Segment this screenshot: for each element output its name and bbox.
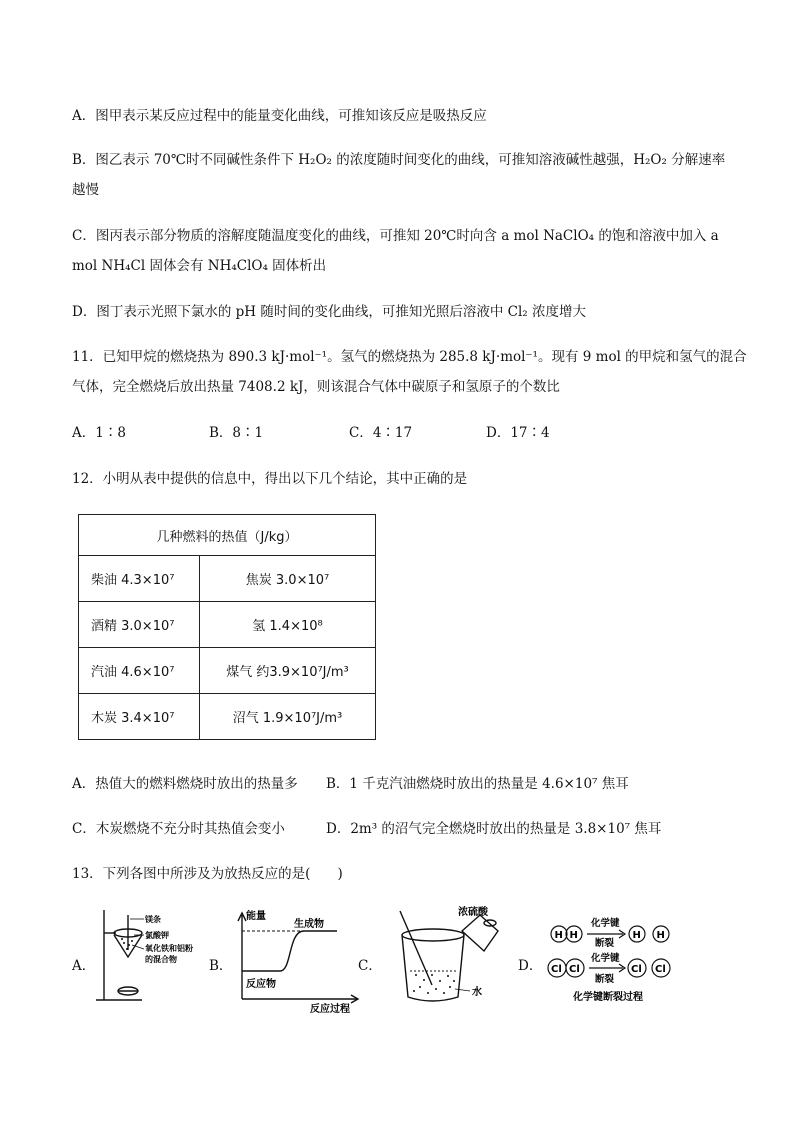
table-cell: 木炭 3.4×10⁷ xyxy=(79,694,200,740)
acid-dilution-figure xyxy=(380,905,510,1010)
q11-stem-line1: 11．已知甲烷的燃烧热为 890.3 kJ·mol⁻¹。氢气的燃烧热为 285.8 kJ·mol⁻¹。现有 9 mol 的甲烷和氢气的混合 xyxy=(72,349,747,365)
table-cell: 煤气 约3.9×10⁷J/m³ xyxy=(200,648,376,694)
q10-option-d: D．图丁表示光照下氯水的 pH 随时间的变化曲线，可推知光照后溶液中 Cl₂ 浓度增大 xyxy=(72,304,586,320)
fig-b-reactant-label: 反应物 xyxy=(246,979,276,990)
q12-option-a: A．热值大的燃料燃烧时放出的热量多 xyxy=(72,776,298,792)
fig-d-h-atom: H xyxy=(569,930,578,941)
q12-option-b: B．1 千克汽油燃烧时放出的热量是 4.6×10⁷ 焦耳 xyxy=(326,776,629,792)
fig-a-label-mixture2: 的混合物 xyxy=(145,955,177,964)
fig-d-caption: 化学键断裂过程 xyxy=(573,992,643,1003)
fuel-heat-value-table xyxy=(78,514,376,740)
fig-d-cl-atom: Cl xyxy=(655,964,666,975)
fig-d-arrow2-bottom: 断裂 xyxy=(595,974,615,985)
q10-option-b-line1: B．图乙表示 70℃时不同碱性条件下 H₂O₂ 的浓度随时间变化的曲线，可推知溶液碱性越强，H₂O₂ 分解速率 xyxy=(72,152,726,168)
q11-option-c: C．4∶17 xyxy=(349,425,413,441)
energy-diagram-figure xyxy=(232,905,362,1015)
fig-d-cl-atom: Cl xyxy=(569,964,580,975)
fig-d-cl-atom: Cl xyxy=(551,964,562,975)
table-cell: 酒精 3.0×10⁷ xyxy=(79,602,200,648)
table-cell: 氢 1.4×10⁸ xyxy=(200,602,376,648)
q11-stem-line2: 气体，完全燃烧后放出热量 7408.2 kJ，则该混合气体中碳原子和氢原子的个数比 xyxy=(72,379,560,395)
q13-label-c: C． xyxy=(358,958,382,974)
fig-b-product-label: 生成物 xyxy=(294,919,324,930)
q10-option-c-line2: mol NH₄Cl 固体会有 NH₄ClO₄ 固体析出 xyxy=(72,258,327,274)
fig-d-cl-atom: Cl xyxy=(631,964,642,975)
table-header-row xyxy=(79,515,376,556)
q13-label-d: D． xyxy=(518,958,543,974)
table-row xyxy=(79,602,376,648)
table-row xyxy=(79,648,376,694)
q12-option-c: C．木炭燃烧不充分时其热值会变小 xyxy=(72,821,285,837)
table-cell: 汽油 4.6×10⁷ xyxy=(79,648,200,694)
q10-option-c-line1: C．图丙表示部分物质的溶解度随温度变化的曲线，可推知 20℃时向含 a mol NaClO₄ 的饱和溶液中加入 a xyxy=(72,228,719,244)
fig-d-arrow1-bottom: 断裂 xyxy=(595,938,615,949)
q13-label-b: B． xyxy=(209,958,233,974)
q10-option-a: A．图甲表示某反应过程中的能量变化曲线，可推知该反应是吸热反应 xyxy=(72,108,487,124)
fig-b-xlabel: 反应过程 xyxy=(310,1004,350,1015)
q13-label-a: A． xyxy=(72,958,96,974)
bond-breaking-figure xyxy=(545,910,695,1010)
fig-a-label-mixture: 氧化铁和铝粉 xyxy=(145,944,193,953)
table-row xyxy=(79,556,376,602)
q10-option-b-line2: 越慢 xyxy=(72,182,99,198)
fig-d-arrow1-top: 化学键 xyxy=(591,918,620,929)
q11-option-d: D．17∶4 xyxy=(486,425,550,441)
fig-a-label-magnesium: 镁条 xyxy=(145,915,161,924)
table-cell: 沼气 1.9×10⁷J/m³ xyxy=(200,694,376,740)
fig-b-ylabel: 能量 xyxy=(246,911,266,922)
q11-option-b: B．8∶1 xyxy=(209,425,264,441)
table-cell: 柴油 4.3×10⁷ xyxy=(79,556,200,602)
fig-a-label-kclo3: 氯酸钾 xyxy=(145,931,169,940)
table-title: 几种燃料的热值（J/kg） xyxy=(79,515,376,556)
q13-stem: 13．下列各图中所涉及为放热反应的是( ) xyxy=(72,866,343,882)
fig-c-acid-label: 浓硫酸 xyxy=(458,907,488,918)
fig-d-h-atom: H xyxy=(632,930,641,941)
fig-d-h-atom: H xyxy=(656,930,665,941)
table-row xyxy=(79,694,376,740)
q12-option-d: D．2m³ 的沼气完全燃烧时放出的热量是 3.8×10⁷ 焦耳 xyxy=(326,821,662,837)
fig-c-water-label: 水 xyxy=(472,987,482,998)
table-cell: 焦炭 3.0×10⁷ xyxy=(200,556,376,602)
fig-d-arrow2-top: 化学键 xyxy=(591,953,620,964)
q11-option-a: A．1∶8 xyxy=(72,425,126,441)
fig-d-h-atom: H xyxy=(554,930,563,941)
thermite-apparatus-figure xyxy=(92,905,202,1005)
q12-stem: 12．小明从表中提供的信息中，得出以下几个结论，其中正确的是 xyxy=(72,471,468,487)
